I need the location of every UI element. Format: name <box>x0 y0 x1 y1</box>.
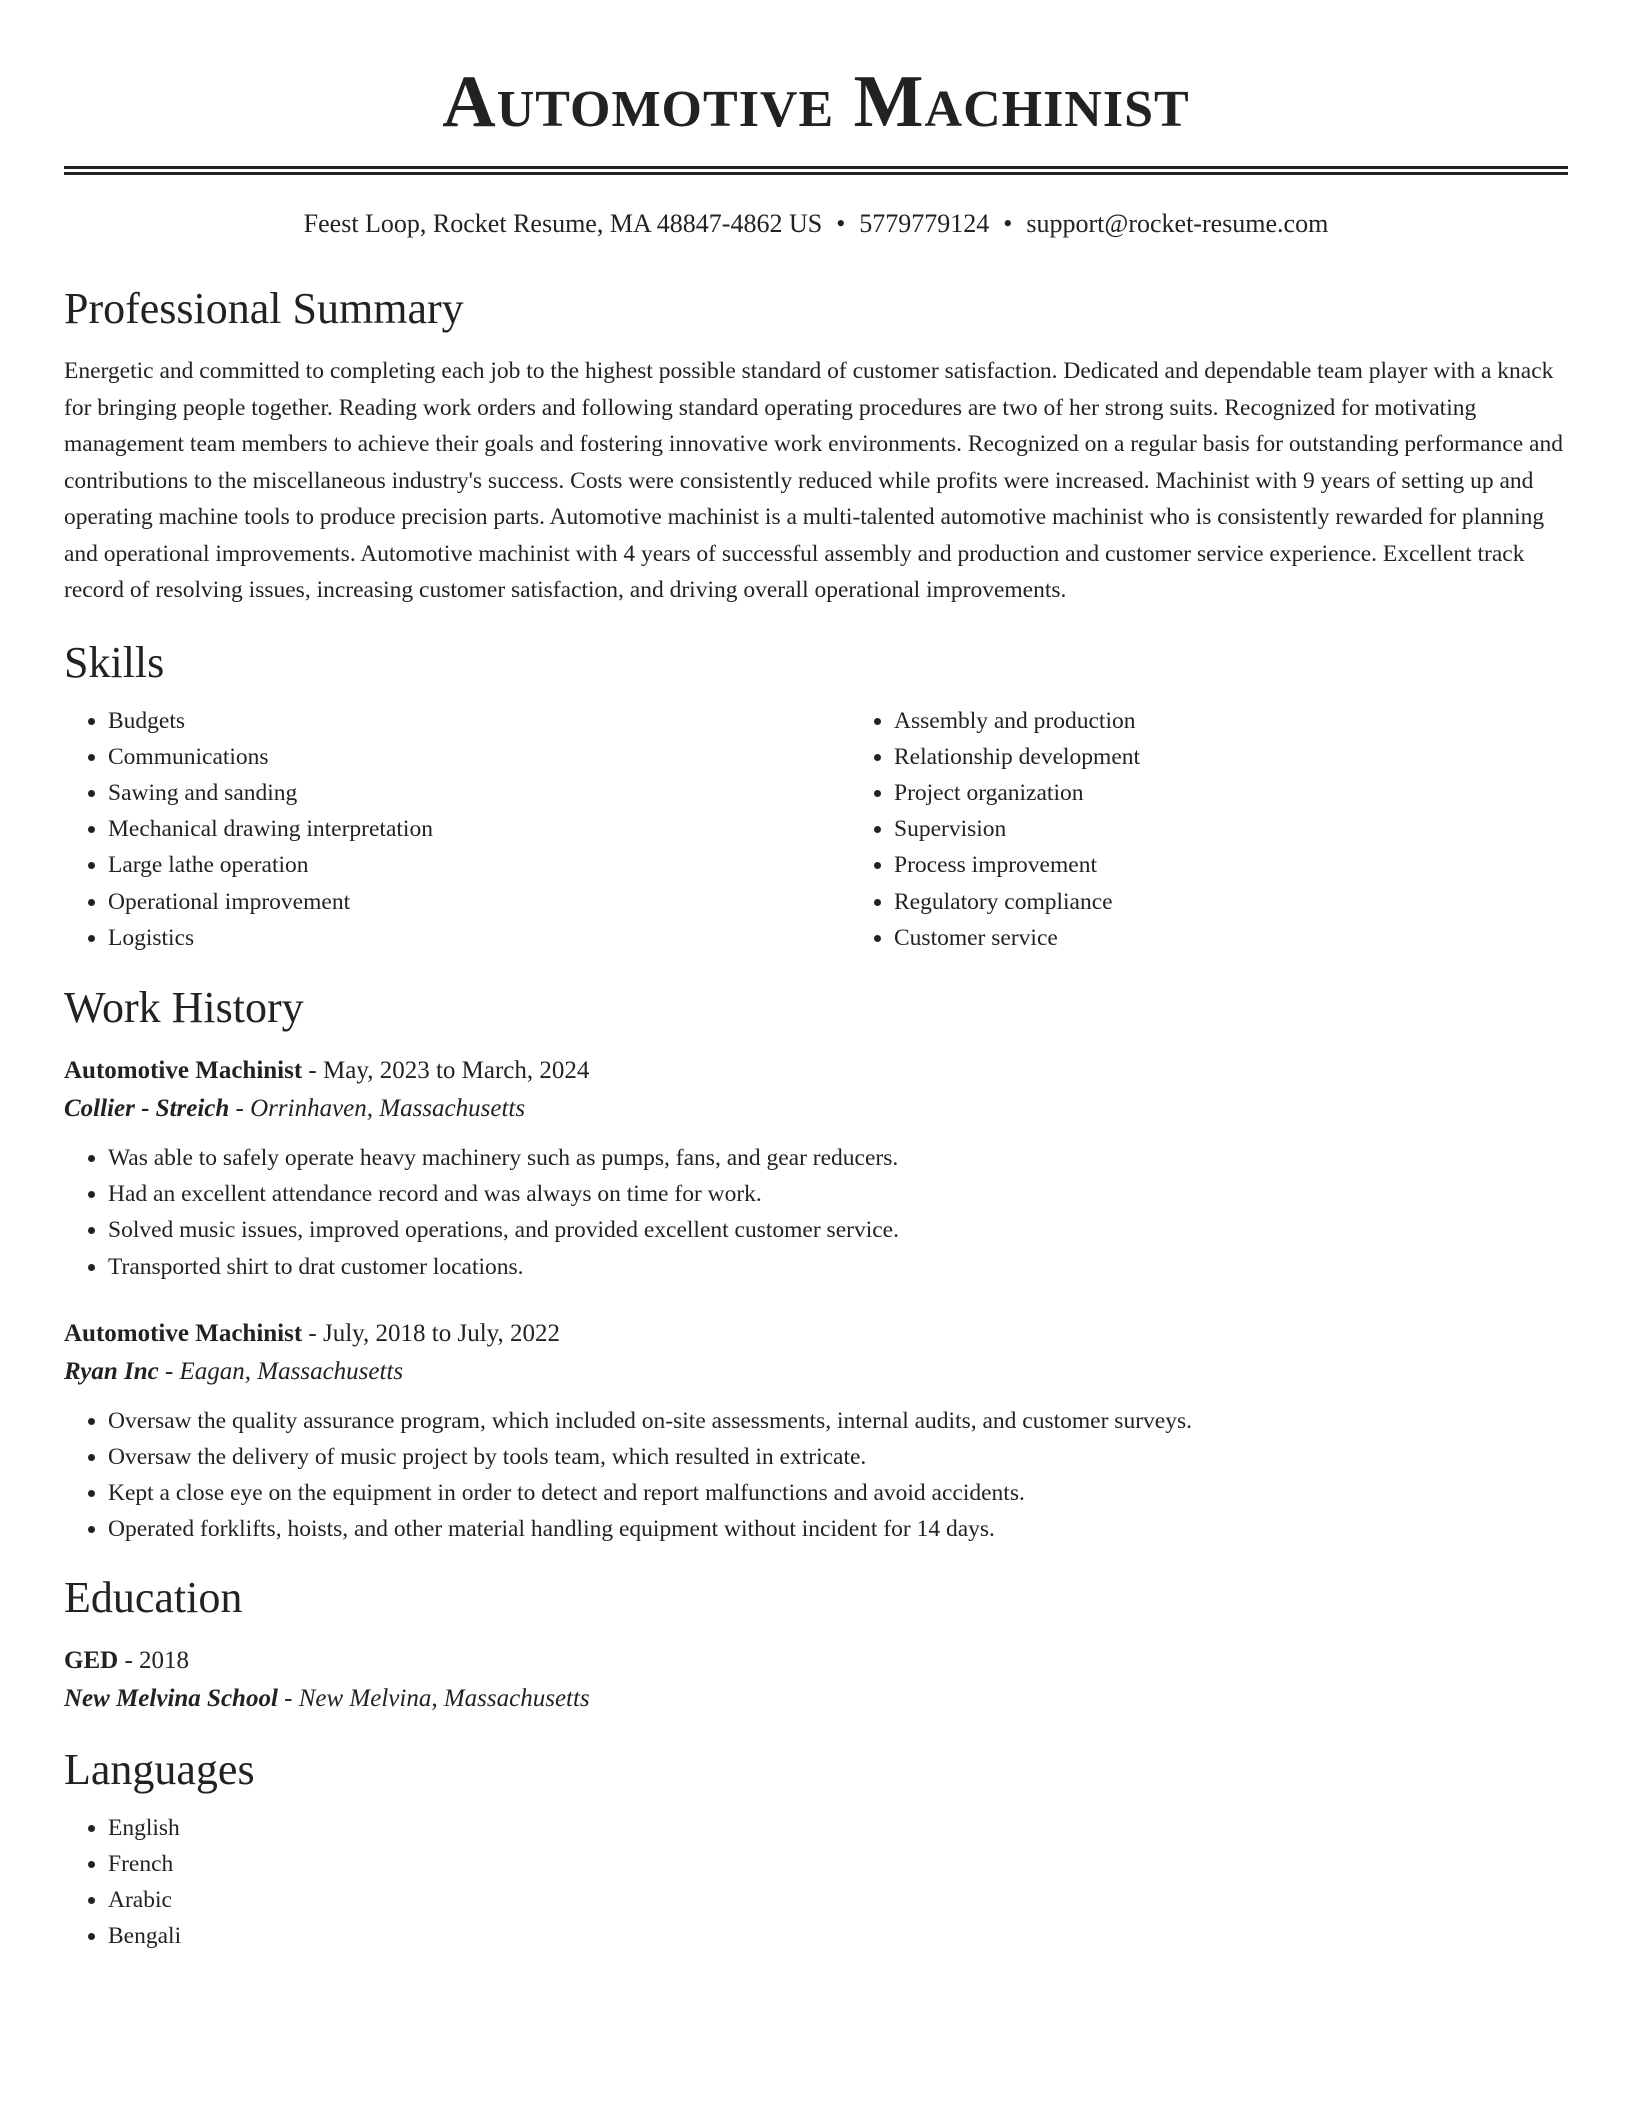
summary-heading: Professional Summary <box>64 284 464 333</box>
job-bullet: • Operated forklifts, hoists, and other material handling equipment without incident for 14 days. <box>108 1511 1568 1547</box>
languages-heading: Languages <box>64 1744 255 1794</box>
contact-separator: • <box>1003 209 1013 238</box>
language-item: • Arabic <box>108 1882 1568 1918</box>
language-item: • English <box>108 1810 1568 1846</box>
skill-item: • Project organization <box>894 775 1632 811</box>
job-company: Collier - Streich <box>64 1094 230 1122</box>
job-bullet: • Solved music issues, improved operations, and provided excellent customer service. <box>108 1212 1568 1248</box>
languages-list <box>64 1810 1568 1955</box>
skill-item: • Relationship development <box>894 739 1632 775</box>
skill-item: • Sawing and sanding <box>108 775 850 811</box>
language-item: • French <box>108 1846 1568 1882</box>
job-bullet: • Oversaw the quality assurance program, which included on-site assessments, internal audits, and customer surveys. <box>108 1403 1568 1439</box>
education-school-line <box>64 1680 1568 1718</box>
skill-item: • Mechanical drawing interpretation <box>108 811 850 847</box>
job-bullet: • Was able to safely operate heavy machinery such as pumps, fans, and gear reducers. <box>108 1140 1568 1176</box>
job-bullet: • Kept a close eye on the equipment in order to detect and report malfunctions and avoid accidents. <box>108 1475 1568 1511</box>
contact-phone: 5779779124 <box>859 209 990 238</box>
job-location: - Eagan, Massachusetts <box>158 1357 404 1385</box>
job-location: - Orrinhaven, Massachusetts <box>229 1094 526 1122</box>
skill-item: • Communications <box>108 739 850 775</box>
job-header <box>64 1052 1568 1090</box>
job-role: Automotive Machinist <box>64 1319 303 1347</box>
education-degree-line <box>64 1642 1568 1680</box>
job-employer <box>64 1353 1568 1391</box>
skills-columns <box>64 703 1568 956</box>
education-year: - 2018 <box>118 1646 190 1674</box>
contact-separator: • <box>836 209 846 238</box>
job-header <box>64 1315 1568 1353</box>
skill-item: • Operational improvement <box>108 884 850 920</box>
language-item: • Bengali <box>108 1918 1568 1954</box>
education-location: - New Melvina, Massachusetts <box>277 1684 590 1712</box>
skill-item: • Assembly and production <box>894 703 1632 739</box>
contact-email: support@rocket-resume.com <box>1026 209 1329 238</box>
skills-list-right <box>850 703 1632 956</box>
job-employer <box>64 1090 1568 1128</box>
job-company: Ryan Inc <box>64 1357 159 1385</box>
job-role: Automotive Machinist <box>64 1056 303 1084</box>
job-bullet: • Had an excellent attendance record and was always on time for work. <box>108 1176 1568 1212</box>
work-history-heading: Work History <box>64 982 304 1032</box>
skill-item: • Regulatory compliance <box>894 884 1632 920</box>
contact-address: Feest Loop, Rocket Resume, MA 48847-4862 US <box>303 209 823 238</box>
skill-item: • Supervision <box>894 811 1632 847</box>
education-school: New Melvina School <box>64 1684 278 1712</box>
resume-name: Automotive Machinist <box>442 61 1190 143</box>
education-heading: Education <box>64 1572 243 1622</box>
skill-item: • Logistics <box>108 920 850 956</box>
education-degree: GED <box>64 1646 119 1674</box>
job-bullets <box>64 1403 1568 1548</box>
skill-item: • Large lathe operation <box>108 847 850 883</box>
job-dates: - May, 2023 to March, 2024 <box>302 1056 590 1084</box>
job-bullets <box>64 1140 1568 1285</box>
contact-line <box>64 207 1568 241</box>
skill-item: • Customer service <box>894 920 1632 956</box>
job-bullet: • Oversaw the delivery of music project by tools team, which resulted in extricate. <box>108 1439 1568 1475</box>
job-entry <box>64 1315 1568 1548</box>
job-entry <box>64 1052 1568 1285</box>
summary-text: Energetic and committed to completing each job to the highest possible standard of customer satisfaction. Dedicated and dependable team player with a knack for bringing people together. Reading work orders and following standard operating procedures are two of her strong suits. Recognized for motivating management team members to achieve their goals and fostering innovative work environments. Recognized on a regular basis for outstanding performance and contributions to the miscellaneous industry's success. Costs were consistently reduced while profits were increased. Machinist with 9 years of setting up and operating machine tools to produce precision parts. Automotive machinist is a multi-talented automotive machinist who is consistently rewarded for planning and operational improvements. Automotive machinist with 4 years of successful assembly and production and customer service experience. Excellent track record of resolving issues, increasing customer satisfaction, and driving overall operational improvements. <box>64 358 1563 603</box>
job-dates: - July, 2018 to July, 2022 <box>302 1319 561 1347</box>
skills-heading: Skills <box>64 637 165 687</box>
skills-list-left <box>64 703 850 956</box>
skill-item: • Process improvement <box>894 847 1632 883</box>
header-divider <box>64 166 1568 175</box>
skill-item: • Budgets <box>108 703 850 739</box>
job-bullet: • Transported shirt to drat customer locations. <box>108 1249 1568 1285</box>
